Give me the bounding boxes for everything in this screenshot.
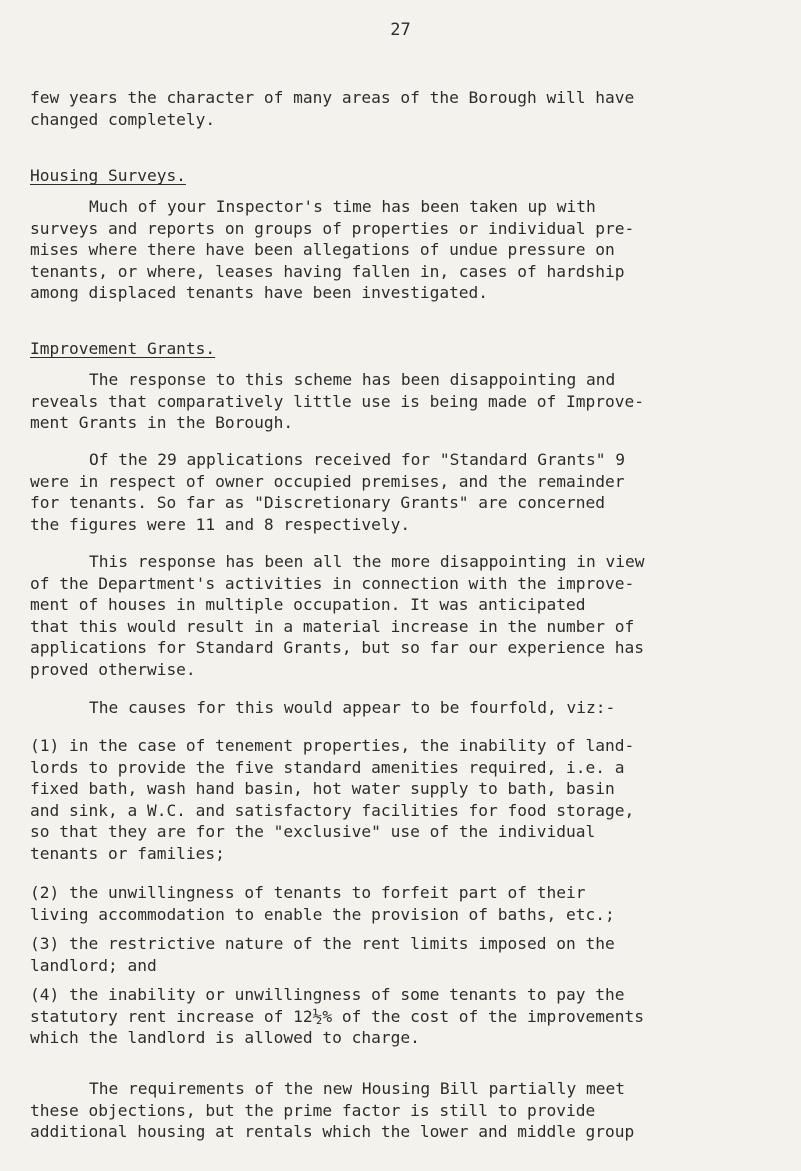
text-line: that this would result in a material increase in the number of xyxy=(30,616,635,636)
text-line: The causes for this would appear to be fourfold, viz:- xyxy=(89,698,616,717)
cause-2 xyxy=(30,882,770,925)
text-line: (3) the restrictive nature of the rent limits imposed on the xyxy=(30,934,615,953)
improvement-grants-para1 xyxy=(30,369,770,434)
housing-surveys-heading-block xyxy=(30,165,770,187)
text-line: changed completely. xyxy=(30,109,216,129)
text-line: tenants or families; xyxy=(30,843,225,863)
text-line: (1) in the case of tenement properties, the inability of land- xyxy=(30,736,635,755)
text-line: among displaced tenants have been investigated. xyxy=(30,283,489,302)
text-line: Of the 29 applications received for "Standard Grants" 9 xyxy=(89,450,626,469)
improvement-grants-para4 xyxy=(30,697,770,719)
text-line: fixed bath, wash hand basin, hot water supply to bath, basin xyxy=(30,779,615,798)
cause-1 xyxy=(30,735,770,864)
text-line: lords to provide the five standard amenities required, i.e. a xyxy=(30,757,625,777)
cause-4 xyxy=(30,984,770,1049)
section-heading-housing-surveys: Housing Surveys. xyxy=(30,166,186,185)
text-line: mises where there have been allegations of undue pressure on xyxy=(30,240,615,259)
text-line: were in respect of owner occupied premises, and the remainder xyxy=(30,471,625,491)
text-line: (4) the inability or unwillingness of some tenants to pay the xyxy=(30,985,625,1004)
housing-surveys-paragraph xyxy=(30,196,770,304)
text-line: these objections, but the prime factor is still to provide xyxy=(30,1100,596,1120)
improvement-grants-para3 xyxy=(30,551,770,680)
text-line: Much of your Inspector's time has been taken up with xyxy=(89,197,596,216)
page-number: 27 xyxy=(390,20,411,40)
text-line: few years the character of many areas of the Borough will have xyxy=(30,88,635,107)
text-line: living accommodation to enable the provision of baths, etc.; xyxy=(30,904,615,924)
text-line: landlord; and xyxy=(30,955,157,975)
text-line: tenants, or where, leases having fallen in, cases of hardship xyxy=(30,261,625,281)
text-line: ment of houses in multiple occupation. It was anticipated xyxy=(30,595,586,614)
text-line: so that they are for the "exclusive" use of the individual xyxy=(30,822,596,841)
text-line: for tenants. So far as "Discretionary Grants" are concerned xyxy=(30,493,605,512)
text-line: the figures were 11 and 8 respectively. xyxy=(30,514,411,534)
cause-3 xyxy=(30,933,770,976)
text-line: The response to this scheme has been disappointing and xyxy=(89,370,616,389)
text-line: statutory rent increase of 12½% of the cost of the improvements xyxy=(30,1006,644,1026)
text-line: which the landlord is allowed to charge. xyxy=(30,1028,420,1047)
text-line: The requirements of the new Housing Bill partially meet xyxy=(89,1079,626,1098)
text-line: This response has been all the more disappointing in view xyxy=(89,552,645,571)
opening-paragraph xyxy=(30,87,770,130)
text-line: reveals that comparatively little use is being made of Improve- xyxy=(30,391,644,411)
improvement-grants-para5 xyxy=(30,1078,770,1143)
text-line: additional housing at rentals which the lower and middle group xyxy=(30,1122,635,1141)
text-line: surveys and reports on groups of properties or individual pre- xyxy=(30,218,635,238)
improvement-grants-para2 xyxy=(30,449,770,535)
text-line: (2) the unwillingness of tenants to forfeit part of their xyxy=(30,883,586,902)
improvement-grants-heading-block xyxy=(30,338,770,360)
text-line: ment Grants in the Borough. xyxy=(30,413,294,432)
text-line: proved otherwise. xyxy=(30,659,196,679)
section-heading-improvement-grants: Improvement Grants. xyxy=(30,339,216,358)
text-line: applications for Standard Grants, but so far our experience has xyxy=(30,638,644,657)
text-line: of the Department's activities in connection with the improve- xyxy=(30,573,635,593)
text-line: and sink, a W.C. and satisfactory facilities for food storage, xyxy=(30,800,635,820)
